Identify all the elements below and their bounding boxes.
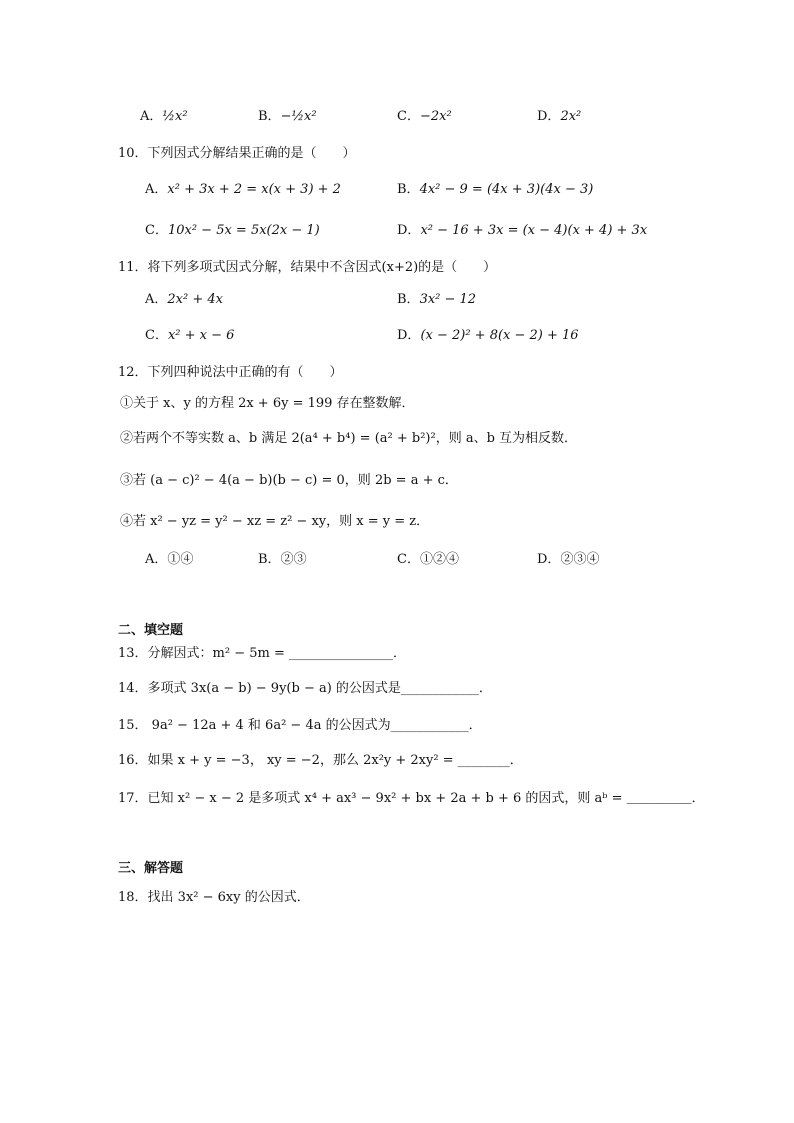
section-fill-heading: 二、填空题 [118,623,184,638]
q12-option-b [258,551,307,569]
option-label: B． [258,552,281,567]
option-label: D． [537,552,561,567]
q12-statement-3: ③若 (a − c)² − 4(a − b)(b − c) = 0，则 2b = a + c． [120,473,458,488]
option-label: B． [258,109,281,124]
option-label: C． [145,328,168,343]
q11-option-d [397,327,579,345]
q10-stem: 10．下列因式分解结果正确的是（ ） [118,146,356,161]
q10-option-d [397,222,647,240]
option-expr: x² + x − 6 [167,328,235,343]
option-expr: x² + 3x + 2 = x(x + 3) + 2 [167,182,341,197]
q9-option-c [397,108,452,126]
option-expr: 4x² − 9 = (4x + 3)(4x − 3) [419,182,594,197]
option-label: B． [397,292,420,307]
option-expr: (x − 2)² + 8(x − 2) + 16 [420,328,579,343]
option-label: B． [397,182,420,197]
option-label: A． [140,109,163,124]
option-expr: 2x² [560,109,582,124]
q13: 13．分解因式：m² − 5m = ________________． [118,646,406,661]
option-expr: ②③ [280,552,307,567]
q9-option-a [140,108,188,126]
option-label: D． [537,109,561,124]
q10-option-a [145,181,341,199]
option-expr: ②③④ [560,552,600,567]
q12-option-a [145,551,193,569]
option-expr: 2x² + 4x [167,292,223,307]
q9-option-b [258,108,317,126]
q17: 17．已知 x² − x − 2 是多项式 x⁴ + ax³ − 9x² + bx + 2a + b + 6 的因式，则 aᵇ = ＿＿＿＿＿． [118,791,705,806]
option-label: D． [397,223,421,238]
option-label: A． [145,182,168,197]
q9-option-d [537,108,581,126]
option-label: C． [397,109,420,124]
option-label: D． [397,328,421,343]
q12-statement-1: ①关于 x、y 的方程 2x + 6y = 199 存在整数解． [120,396,415,411]
option-expr: ①④ [167,552,194,567]
q11-option-b [397,291,476,309]
q11-option-c [145,327,234,345]
option-expr: 10x² − 5x = 5x(2x − 1) [167,223,320,238]
q11-stem: 11．将下列多项式因式分解，结果中不含因式(x+2)的是（ ） [118,260,497,275]
option-expr: ①②④ [419,552,459,567]
q12-stem: 12．下列四种说法中正确的有（ ） [118,365,343,380]
q14: 14．多项式 3x(a − b) − 9y(b − a) 的公因式是____________． [118,681,492,696]
q16: 16．如果 x + y = −3， xy = −2，那么 2x²y + 2xy² = ________． [118,753,523,768]
q18: 18．找出 3x² − 6xy 的公因式． [118,890,310,905]
option-expr: −½x² [280,109,317,124]
q11-option-a [145,291,223,309]
q10-option-b [397,181,593,199]
q10-option-c [145,222,320,240]
option-label: C． [397,552,420,567]
option-expr: ½x² [162,109,188,124]
option-expr: −2x² [419,109,452,124]
option-label: C． [145,223,168,238]
q12-option-c [397,551,459,569]
q12-statement-2: ②若两个不等实数 a、b 满足 2(a⁴ + b⁴) = (a² + b²)²，则 a、b 互为相反数． [120,431,578,446]
option-label: A． [145,292,168,307]
option-expr: 3x² − 12 [419,292,477,307]
option-expr: x² − 16 + 3x = (x − 4)(x + 4) + 3x [420,223,648,238]
q12-statement-4: ④若 x² − yz = y² − xz = z² − xy，则 x = y = z． [120,514,430,529]
section-answer-heading: 三、解答题 [118,861,184,876]
option-label: A． [145,552,168,567]
q12-option-d [537,551,599,569]
q15: 15． 9a² − 12a + 4 和 6a² − 4a 的公因式为____________． [118,718,482,733]
